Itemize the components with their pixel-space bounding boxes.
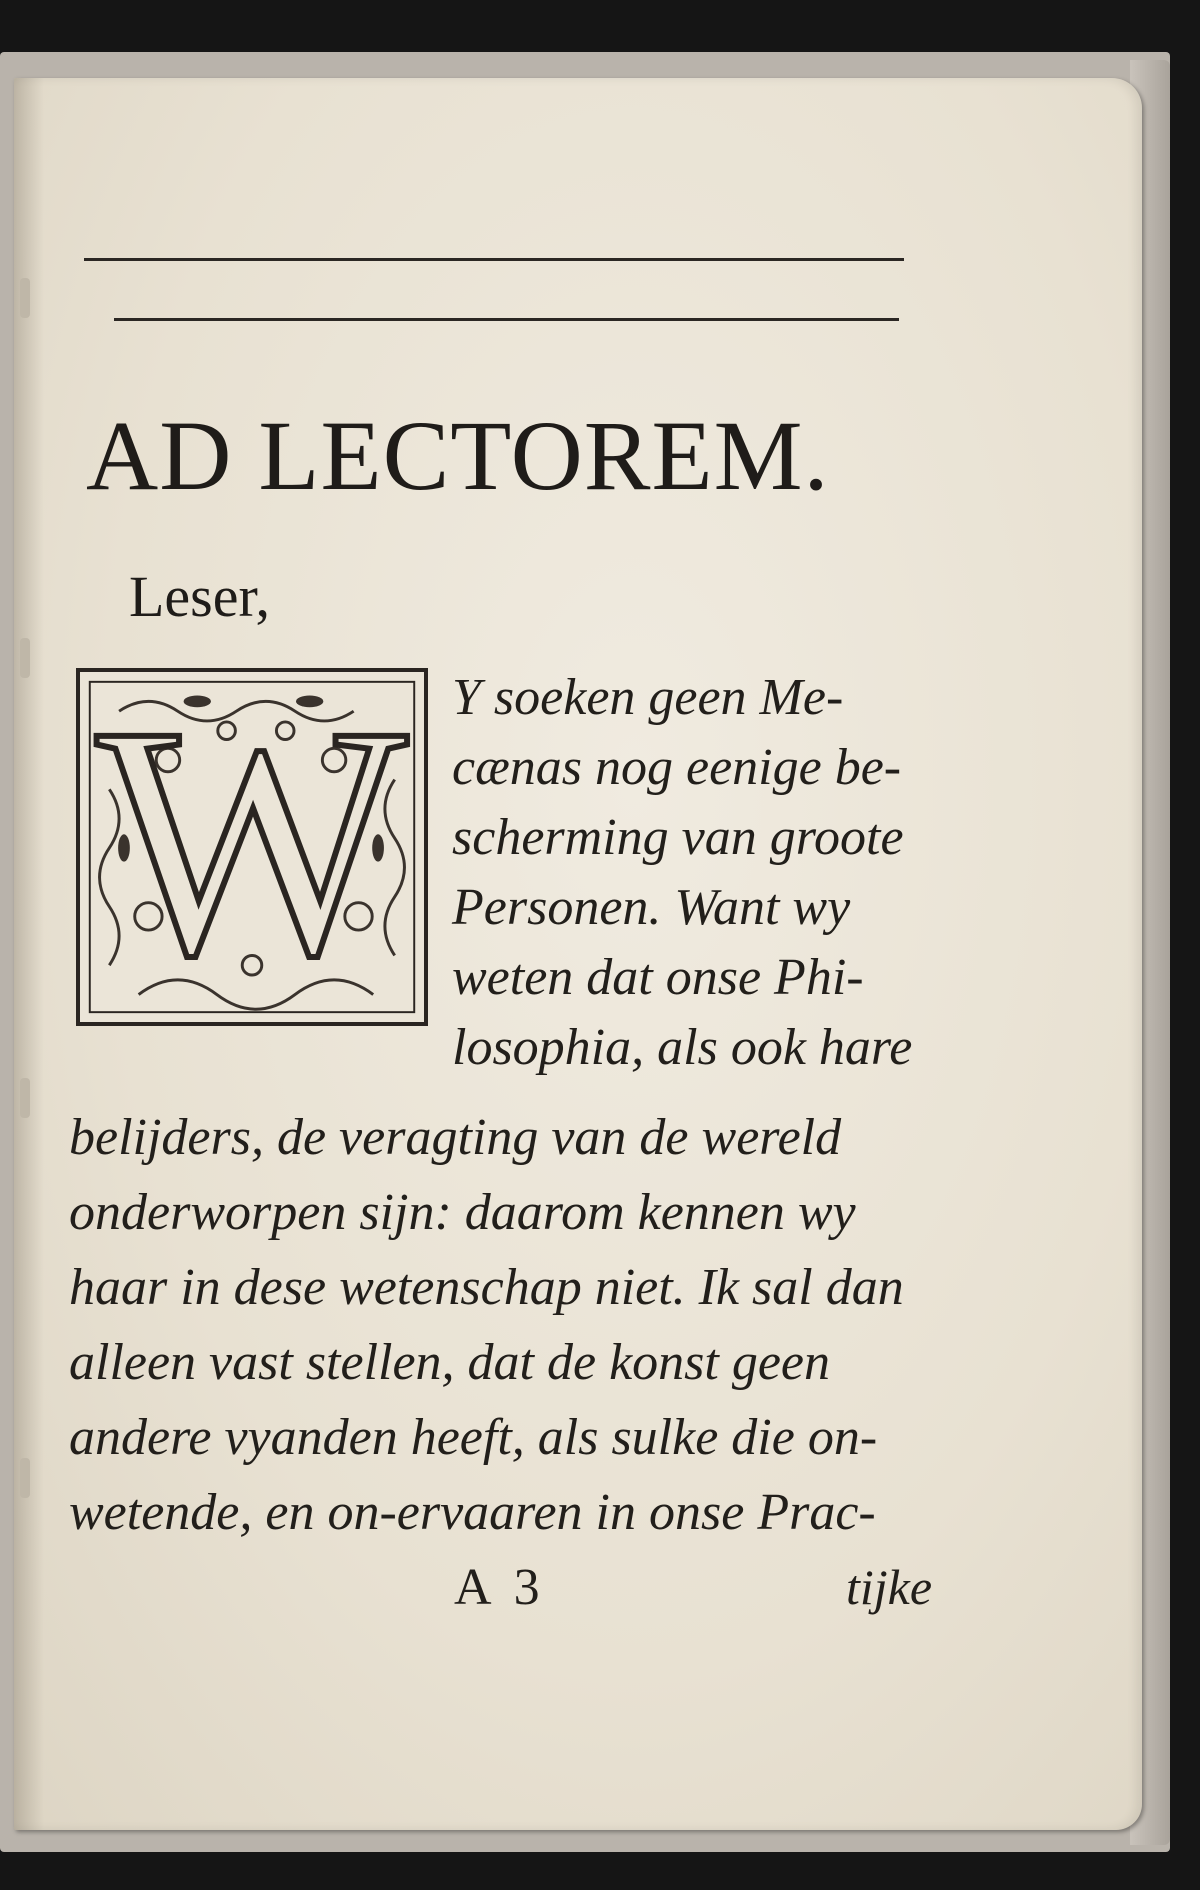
catchword: tijke [846,1559,933,1615]
text-line-9: haar in dese wetenschap niet. Ik sal dan [69,1259,904,1316]
text-line-3: scherming van groote [452,809,904,866]
text-line-4: Personen. Want wy [452,879,851,936]
text-line-7: belijders, de veragting van de wereld [69,1109,842,1166]
text-line-11: andere vyanden heeft, als sulke die on- [69,1409,878,1466]
text-line-5: weten dat onse Phi- [452,949,864,1006]
text-line-8: onderworpen sijn: daarom kennen wy [69,1184,856,1241]
page-gutter [14,78,44,1830]
book-page [14,78,1142,1830]
binding-stitch [20,278,30,318]
ornamental-initial [76,659,428,1026]
second-rule [114,318,899,321]
text-line-1: Y soeken geen Me- [452,669,844,726]
top-rule [84,258,904,261]
binding-stitch [20,1458,30,1498]
text-line-12: wetende, en on-ervaaren in onse Prac- [69,1484,876,1541]
signature-mark: A 3 [454,1559,546,1616]
binding-stitch [20,1078,30,1118]
drop-cap-letter: W [96,659,408,1024]
text-line-2: cænas nog eenige be- [452,739,902,796]
binding-stitch [20,638,30,678]
page-heading: AD LECTOREM. [86,400,830,511]
salutation: Leser, [129,564,270,629]
text-line-10: alleen vast stellen, dat de konst geen [69,1334,831,1391]
text-line-6: losophia, als ook hare [452,1019,913,1076]
